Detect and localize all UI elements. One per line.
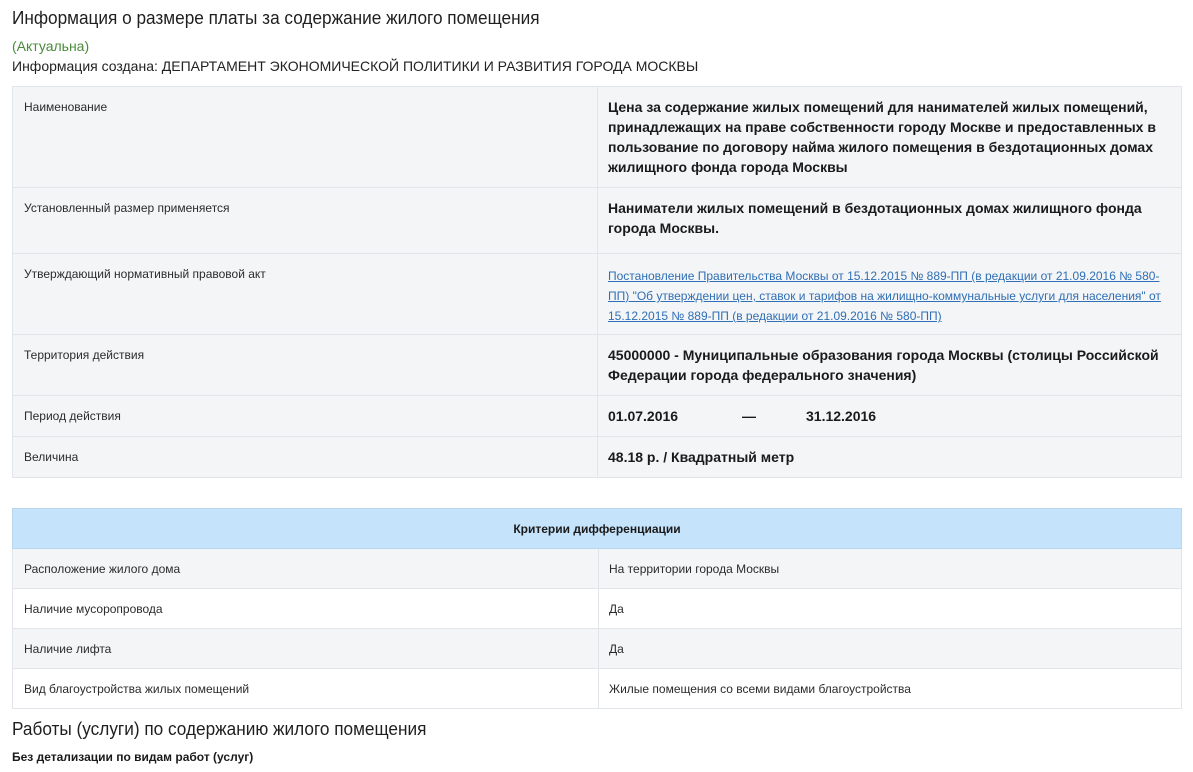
period-value — [598, 396, 1182, 437]
applies-value: Наниматели жилых помещений в бездотационных домах жилищного фонда города Москвы. — [598, 188, 1182, 254]
applies-label: Установленный размер применяется — [13, 188, 598, 254]
period-from: 01.07.2016 — [608, 408, 679, 424]
info-table — [12, 86, 1182, 478]
criteria-table — [12, 508, 1182, 709]
info-row-name — [13, 87, 1182, 188]
info-row-amount — [13, 437, 1182, 478]
criteria-row — [13, 589, 1182, 629]
territory-value: 45000000 - Муниципальные образования города Москвы (столицы Российской Федерации города федерального значения) — [598, 335, 1182, 396]
criteria-header: Критерии дифференциации — [13, 509, 1182, 549]
act-link[interactable]: Постановление Правительства Москвы от 15.12.2015 № 889-ПП (в редакции от 21.09.2016 № 580-ПП) "Об утверждении цен, ставок и тарифов на жилищно-коммунальные услуги для населения" от 15.12.2015 № 889-ПП (в редакции от 21.09.2016 № 580-ПП) — [608, 269, 1161, 323]
criteria-label: Расположение жилого дома — [13, 549, 599, 589]
criteria-value: Да — [599, 589, 1182, 629]
criteria-value: Жилые помещения со всеми видами благоустройства — [599, 669, 1182, 709]
page-title: Информация о размере платы за содержание жилого помещения — [12, 7, 540, 28]
act-label: Утверждающий нормативный правовой акт — [13, 254, 598, 335]
criteria-value: На территории города Москвы — [599, 549, 1182, 589]
info-row-period — [13, 396, 1182, 437]
name-value: Цена за содержание жилых помещений для нанимателей жилых помещений, принадлежащих на праве собственности городу Москве и предоставленных в пользование по договору найма жилого помещения в бездотационных домах жилищного фонда города Москвы — [598, 87, 1182, 188]
criteria-row — [13, 549, 1182, 589]
criteria-row — [13, 629, 1182, 669]
info-row-territory — [13, 335, 1182, 396]
info-row-act — [13, 254, 1182, 335]
criteria-value: Да — [599, 629, 1182, 669]
amount-value: 48.18 р. / Квадратный метр — [598, 437, 1182, 478]
info-row-applies — [13, 188, 1182, 254]
criteria-header-row — [13, 509, 1182, 549]
period-to: 31.12.2016 — [806, 408, 877, 424]
act-value — [598, 254, 1182, 335]
period-dash: — — [742, 408, 756, 424]
territory-label: Территория действия — [13, 335, 598, 396]
name-label: Наименование — [13, 87, 598, 188]
works-title: Работы (услуги) по содержанию жилого помещения — [12, 718, 427, 739]
status-label: (Актуальна) — [12, 38, 90, 54]
criteria-row — [13, 669, 1182, 709]
amount-label: Величина — [13, 437, 598, 478]
criteria-label: Вид благоустройства жилых помещений — [13, 669, 599, 709]
criteria-label: Наличие лифта — [13, 629, 599, 669]
created-by-text: Информация создана: ДЕПАРТАМЕНТ ЭКОНОМИЧЕСКОЙ ПОЛИТИКИ И РАЗВИТИЯ ГОРОДА МОСКВЫ — [12, 58, 699, 74]
works-note: Без детализации по видам работ (услуг) — [12, 750, 254, 764]
period-label: Период действия — [13, 396, 598, 437]
criteria-label: Наличие мусоропровода — [13, 589, 599, 629]
